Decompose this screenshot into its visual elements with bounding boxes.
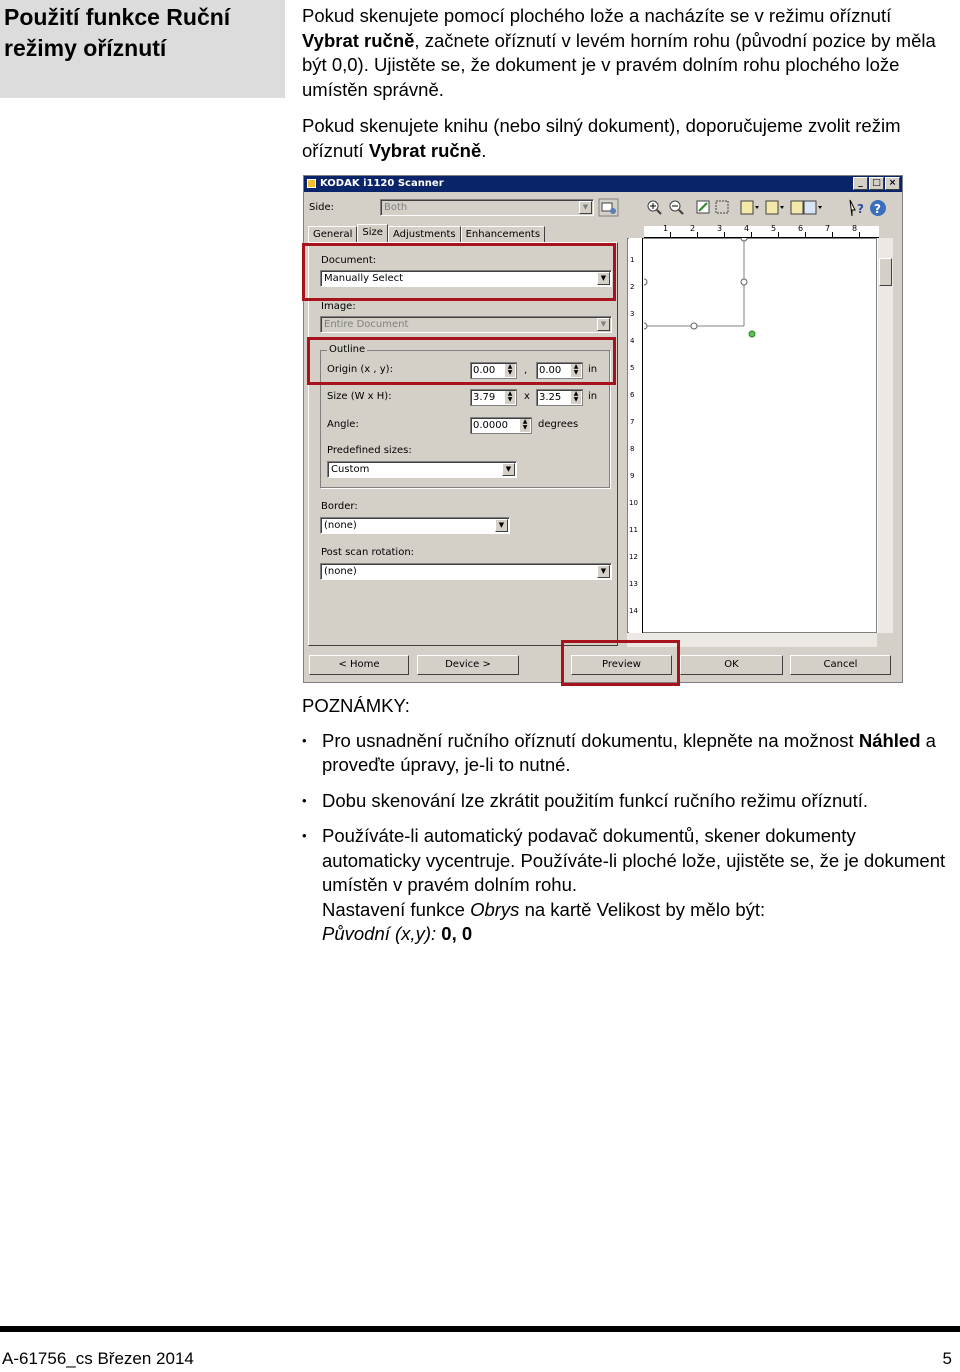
highlight-origin	[307, 337, 616, 385]
tab-row	[308, 225, 545, 243]
ruler-left-label: 10	[629, 499, 638, 507]
rotate-handle	[749, 331, 755, 337]
app-icon	[307, 179, 316, 188]
ruler-top-label: 4	[744, 224, 750, 233]
chevron-down-icon: ▼	[579, 201, 592, 214]
ruler-top	[644, 226, 879, 238]
side-label: Side:	[309, 202, 334, 213]
note-item: • Dobu skenování lze zkrátit použitím funkcí ručního režimu oříznutí.	[302, 789, 952, 814]
chevron-down-icon: ▼	[597, 565, 610, 578]
ruler-top-label: 5	[771, 224, 777, 233]
notes-section	[302, 694, 952, 958]
section-heading-line2: režimy oříznutí	[4, 35, 167, 61]
predefined-sizes-select[interactable]: Custom ▼	[327, 461, 517, 478]
ruler-left-label: 13	[629, 580, 638, 588]
chevron-down-icon: ▼	[597, 272, 610, 285]
page-number: 5	[942, 1349, 952, 1368]
spinner-icon[interactable]: ▲ ▼	[571, 391, 581, 404]
ruler-top-label: 1	[663, 224, 669, 233]
intro-paragraph-2: Pokud skenujete knihu (nebo silný dokument), doporučujeme zvolit režim oříznutí Vybrat ručně.	[302, 115, 901, 161]
ruler-left	[629, 238, 643, 633]
zoom-out-icon	[670, 201, 683, 214]
ruler-left-label: 5	[630, 364, 635, 372]
ruler-left-label: 11	[629, 526, 638, 534]
note-italic-outline: Obrys	[470, 898, 520, 920]
document-select[interactable]: Manually Select ▼	[320, 270, 612, 287]
context-help-icon	[850, 200, 864, 216]
ruler-top-label: 7	[825, 224, 831, 233]
origin-separator: ,	[524, 365, 528, 376]
maximize-button[interactable]: □	[869, 177, 884, 190]
intro-text	[302, 4, 952, 175]
ruler-left-label: 2	[630, 283, 635, 291]
ruler-left-label: 14	[629, 607, 638, 615]
note-bold-preview: Náhled	[858, 729, 921, 751]
chevron-down-icon: ▼	[495, 519, 508, 532]
tab-size[interactable]: Size	[357, 224, 388, 244]
outline-group-title: Outline	[329, 344, 366, 355]
origin-label: Origin (x , y):	[327, 364, 393, 375]
spinner-icon[interactable]: ▲ ▼	[505, 391, 515, 404]
ruler-left-label: 1	[630, 256, 635, 264]
notes-heading: POZNÁMKY:	[302, 695, 410, 716]
size-unit: in	[588, 391, 598, 402]
intro-bold-manual-2: Vybrat ručně	[368, 139, 482, 161]
footer-doc-id: A-61756_cs Březen 2014	[2, 1349, 194, 1368]
section-heading-line1: Použití funkce Ruční	[4, 4, 231, 30]
cancel-button[interactable]: Cancel	[790, 655, 891, 675]
vertical-scrollbar[interactable]	[877, 238, 893, 633]
crop-handle	[691, 323, 697, 329]
window-title: KODAK i1120 Scanner	[320, 178, 444, 189]
ruler-left-label: 8	[630, 445, 635, 453]
rotation-label: Post scan rotation:	[321, 547, 415, 558]
crop-handle	[644, 279, 647, 285]
settings-icon[interactable]	[598, 198, 620, 218]
note-bold-origin-value: 0, 0	[436, 923, 473, 944]
origin-y-input[interactable]: 0.00 ▲ ▼	[536, 362, 583, 379]
preview-toolbar	[646, 198, 902, 220]
fit-icon	[697, 201, 709, 213]
home-button[interactable]: < Home	[309, 655, 409, 675]
ruler-top-label: 8	[852, 224, 858, 233]
border-select[interactable]: (none) ▼	[320, 517, 510, 534]
angle-label: Angle:	[327, 419, 359, 430]
page-icon-1	[741, 201, 759, 214]
image-select[interactable]: Entire Document ▼	[320, 316, 612, 333]
image-label: Image:	[321, 301, 356, 312]
crop-outline[interactable]	[644, 238, 877, 633]
footer-rule	[0, 1326, 960, 1332]
tab-enhancements[interactable]: Enhancements	[461, 226, 545, 243]
section-heading	[0, 0, 285, 98]
ruler-top-label: 6	[798, 224, 804, 233]
page-icon-4	[804, 201, 822, 214]
ruler-left-label: 7	[630, 418, 635, 426]
note-item: • Pro usnadnění ručního oříznutí dokumentu, klepněte na možnost Náhled a proveďte úpravy, je-li to nutné.	[302, 729, 952, 778]
intro-paragraph-1: Pokud skenujete pomocí plochého lože a nacházíte se v režimu oříznutí Vybrat ručně, začnete oříznutí v levém horním rohu (původní pozice by měla být 0,0). Ujistěte se, že dokument je v pravém dolním rohu plochého lože umístěn správně.	[302, 5, 936, 100]
note-italic-origin: Původní (x,y):	[322, 923, 437, 944]
note-item: • Používáte-li automatický podavač dokumentů, skener dokumenty automaticky vycentruje. Používáte-li ploché lože, ujistěte se, že je dokument umístěn v pravém dolním rohu. Nastavení funkce Obrys na kartě Velikost by mělo být: Původní (x,y): 0, 0	[302, 824, 952, 947]
crop-handle	[741, 279, 747, 285]
highlight-document	[302, 243, 616, 301]
predefined-sizes-label: Predefined sizes:	[327, 445, 412, 456]
ruler-left-label: 12	[629, 553, 638, 561]
origin-x-input[interactable]: 0.00 ▲ ▼	[470, 362, 517, 379]
window-titlebar	[304, 176, 902, 192]
angle-input[interactable]: 0.0000 ▲ ▼	[470, 417, 532, 434]
tab-adjustments[interactable]: Adjustments	[388, 226, 461, 243]
spinner-icon[interactable]: ▲ ▼	[505, 364, 515, 377]
minimize-button[interactable]: _	[853, 177, 868, 190]
angle-unit: degrees	[538, 419, 579, 430]
ruler-top-label: 2	[690, 224, 696, 233]
rotation-select[interactable]: (none) ▼	[320, 563, 612, 580]
page-icon-2	[766, 201, 784, 214]
svg-text:?: ?	[874, 202, 881, 216]
spinner-icon[interactable]: ▲ ▼	[571, 364, 581, 377]
size-label: Size (W x H):	[327, 391, 392, 402]
ok-button[interactable]: OK	[680, 655, 783, 675]
intro-bold-manual: Vybrat ručně	[302, 29, 415, 51]
ruler-left-label: 9	[630, 472, 635, 480]
ruler-left-label: 6	[630, 391, 635, 399]
frame-icon	[716, 201, 728, 213]
size-separator: x	[524, 391, 530, 402]
highlight-preview	[561, 640, 680, 686]
help-icon	[870, 200, 886, 216]
preview-button[interactable]: Preview	[571, 655, 672, 675]
size-width-input[interactable]: 3.79 ▲ ▼	[470, 389, 517, 406]
spinner-icon[interactable]: ▲ ▼	[520, 419, 530, 432]
side-select[interactable]: Both ▼	[380, 199, 594, 216]
chevron-down-icon: ▼	[502, 463, 515, 476]
crop-handle	[644, 323, 647, 329]
document-label: Document:	[321, 255, 377, 266]
scroll-thumb[interactable]	[879, 258, 892, 286]
origin-unit: in	[588, 364, 598, 375]
size-height-input[interactable]: 3.25 ▲ ▼	[536, 389, 583, 406]
ruler-left-label: 4	[630, 337, 635, 345]
tab-general[interactable]: General	[308, 226, 357, 243]
zoom-in-icon	[648, 201, 661, 214]
crop-handle	[741, 238, 747, 241]
device-button[interactable]: Device >	[417, 655, 519, 675]
svg-text:?: ?	[857, 202, 864, 216]
close-button[interactable]: ×	[885, 177, 900, 190]
chevron-down-icon: ▼	[597, 318, 610, 331]
ruler-top-label: 3	[717, 224, 723, 233]
border-label: Border:	[321, 501, 358, 512]
ruler-left-label: 3	[630, 310, 635, 318]
